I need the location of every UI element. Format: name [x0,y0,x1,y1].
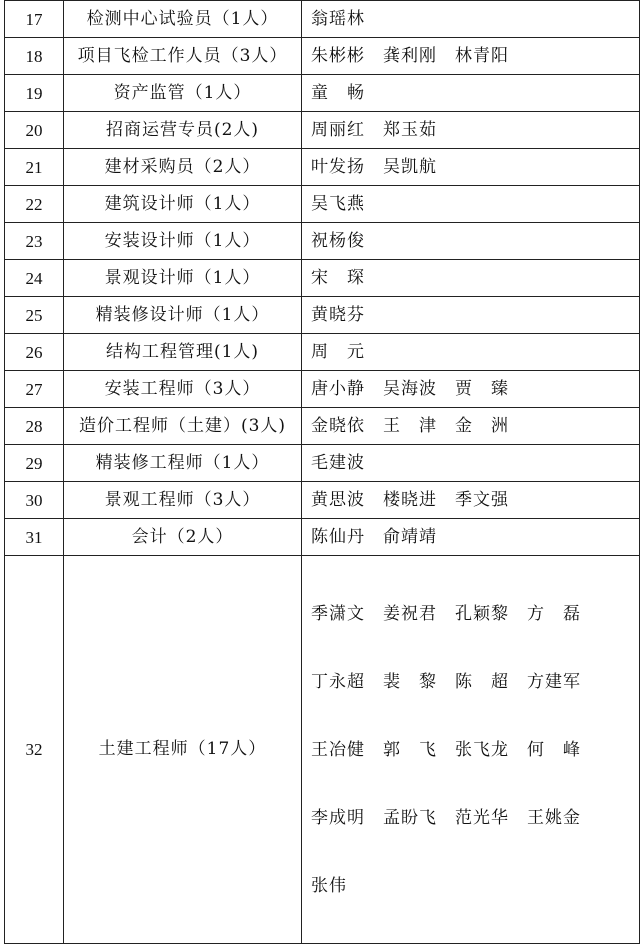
position-cell: 景观设计师（1人） [64,260,302,297]
position-cell: 土建工程师（17人） [64,556,302,944]
position-cell: 招商运营专员(2人) [64,112,302,149]
table-row [5,186,640,223]
row-number: 32 [5,556,64,944]
name-line: 李成明 孟盼飞 范光华 王姚金 [311,808,581,828]
position-cell: 景观工程师（3人） [64,482,302,519]
names-cell: 叶发扬 吴凯航 [302,149,640,186]
row-number: 29 [5,445,64,482]
table-row [5,371,640,408]
table-row [5,408,640,445]
row-number: 20 [5,112,64,149]
table-row [5,519,640,556]
row-number: 28 [5,408,64,445]
table-row [5,1,640,38]
table-row [5,334,640,371]
names-cell: 陈仙丹 俞靖靖 [302,519,640,556]
names-cell: 朱彬彬 龚利刚 林青阳 [302,38,640,75]
name-line: 季潇文 姜祝君 孔颖黎 方 磊 [311,604,581,624]
names-cell: 黄晓芬 [302,297,640,334]
table-row [5,38,640,75]
names-cell: 周丽红 郑玉茹 [302,112,640,149]
name-line: 丁永超 裴 黎 陈 超 方建军 [311,672,581,692]
table-row [5,482,640,519]
names-cell: 唐小静 吴海波 贾 臻 [302,371,640,408]
names-cell: 毛建波 [302,445,640,482]
table-row [5,149,640,186]
names-cell: 宋 琛 [302,260,640,297]
row-number: 21 [5,149,64,186]
row-number: 27 [5,371,64,408]
name-line: 张伟 [311,876,347,896]
position-cell: 建材采购员（2人） [64,149,302,186]
position-cell: 资产监管（1人） [64,75,302,112]
row-number: 24 [5,260,64,297]
row-number: 26 [5,334,64,371]
table-row [5,556,640,944]
position-cell: 项目飞检工作人员（3人） [64,38,302,75]
names-cell: 吴飞燕 [302,186,640,223]
names-cell: 祝杨俊 [302,223,640,260]
row-number: 19 [5,75,64,112]
names-cell: 翁瑶林 [302,1,640,38]
row-number: 30 [5,482,64,519]
row-number: 23 [5,223,64,260]
names-cell [302,556,640,944]
position-cell: 造价工程师（土建）(3人) [64,408,302,445]
row-number: 18 [5,38,64,75]
row-number: 31 [5,519,64,556]
names-cell: 童 畅 [302,75,640,112]
table-row [5,223,640,260]
table-row [5,112,640,149]
staff-table-body [5,1,640,944]
position-cell: 建筑设计师（1人） [64,186,302,223]
table-row [5,297,640,334]
table-row [5,75,640,112]
row-number: 17 [5,1,64,38]
row-number: 22 [5,186,64,223]
names-cell: 周 元 [302,334,640,371]
row-number: 25 [5,297,64,334]
names-cell: 金晓依 王 津 金 洲 [302,408,640,445]
position-cell: 安装设计师（1人） [64,223,302,260]
staff-table [4,0,640,944]
position-cell: 结构工程管理(1人) [64,334,302,371]
names-cell: 黄思波 楼晓进 季文强 [302,482,640,519]
table-row [5,260,640,297]
position-cell: 检测中心试验员（1人） [64,1,302,38]
table-row [5,445,640,482]
position-cell: 安装工程师（3人） [64,371,302,408]
position-cell: 精装修工程师（1人） [64,445,302,482]
position-cell: 精装修设计师（1人） [64,297,302,334]
position-cell: 会计（2人） [64,519,302,556]
name-line: 王冶健 郭 飞 张飞龙 何 峰 [311,740,581,760]
